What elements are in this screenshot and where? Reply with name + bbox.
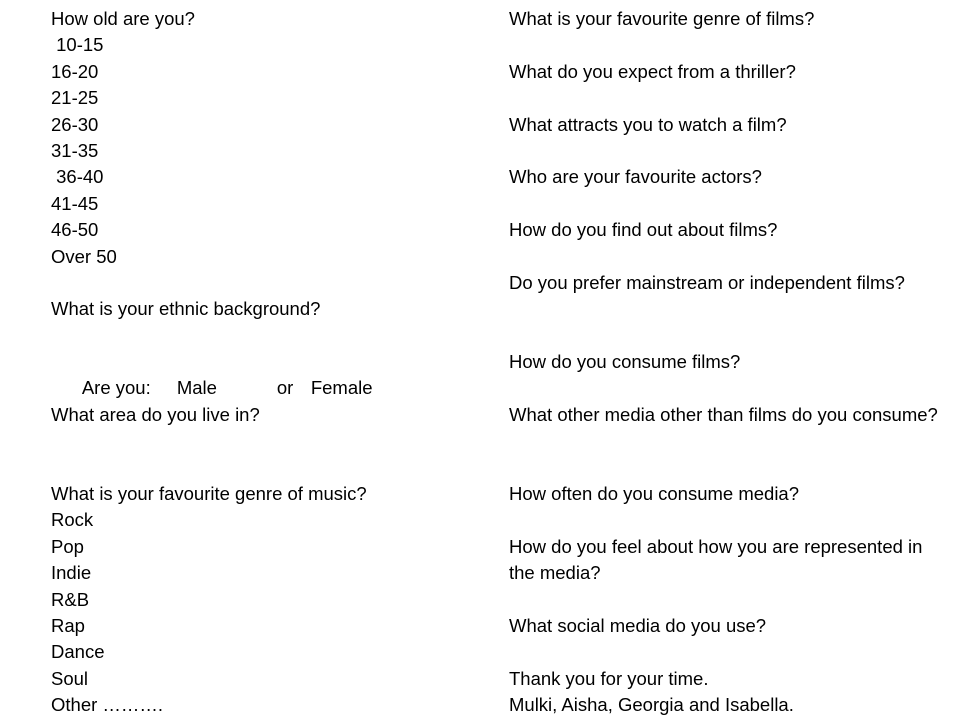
- spacer: [509, 639, 939, 665]
- mainstream-question: Do you prefer mainstream or independent films?: [509, 271, 905, 293]
- age-option: 26-30: [51, 113, 99, 135]
- music-option: R&B: [51, 588, 90, 610]
- ethnic-question: What is your ethnic background?: [51, 298, 321, 320]
- gender-label: Are you:: [81, 377, 151, 399]
- authors-text: Mulki, Aisha, Georgia and Isabella.: [509, 694, 794, 716]
- thriller-question: What do you expect from a thriller?: [509, 60, 796, 82]
- age-option: Over 50: [51, 245, 117, 267]
- attracts-question: What attracts you to watch a film?: [509, 113, 787, 135]
- find-out-question: How do you find out about films?: [509, 219, 778, 241]
- spacer: [509, 191, 939, 217]
- left-column: [51, 6, 471, 719]
- spacer: [509, 323, 939, 349]
- represented-question: How do you feel about how you are represented in the media?: [509, 535, 923, 584]
- consume-films-question: How do you consume films?: [509, 351, 741, 373]
- music-option: Dance: [51, 641, 105, 663]
- spacer: [509, 32, 939, 58]
- music-option: Other ……….: [51, 694, 164, 716]
- age-option: 31-35: [51, 139, 99, 161]
- spacer: [51, 270, 471, 296]
- gender-or: or: [276, 377, 294, 399]
- spacer: [509, 138, 939, 164]
- spacer: [509, 507, 939, 533]
- age-option: 10-15: [51, 34, 104, 56]
- spacer: [509, 375, 939, 401]
- age-option: 21-25: [51, 87, 99, 109]
- spacer: [509, 85, 939, 111]
- spacer: [509, 244, 939, 270]
- thanks-text: Thank you for your time.: [509, 667, 709, 689]
- how-often-question: How often do you consume media?: [509, 483, 800, 505]
- music-option: Pop: [51, 535, 84, 557]
- age-option: 16-20: [51, 60, 99, 82]
- music-option: Rock: [51, 509, 94, 531]
- gender-question: [51, 349, 471, 399]
- spacer: [51, 428, 471, 454]
- age-option: 46-50: [51, 219, 99, 241]
- right-column: [509, 6, 939, 719]
- music-option: Indie: [51, 562, 92, 584]
- gender-male: Male: [176, 377, 217, 399]
- area-question: What area do you live in?: [51, 403, 260, 425]
- music-question: What is your favourite genre of music?: [51, 483, 367, 505]
- actors-question: Who are your favourite actors?: [509, 166, 762, 188]
- social-media-question: What social media do you use?: [509, 615, 767, 637]
- music-option: Soul: [51, 667, 89, 689]
- age-option: 36-40: [51, 166, 104, 188]
- music-option: Rap: [51, 614, 85, 636]
- spacer: [509, 587, 939, 613]
- film-genre-question: What is your favourite genre of films?: [509, 8, 815, 29]
- other-media-question: What other media other than films do you consume?: [509, 403, 938, 425]
- age-question: How old are you?: [51, 8, 195, 29]
- spacer: [509, 455, 939, 481]
- spacer: [51, 455, 471, 481]
- gender-female: Female: [310, 377, 373, 399]
- spacer: [51, 323, 471, 349]
- age-option: 41-45: [51, 192, 99, 214]
